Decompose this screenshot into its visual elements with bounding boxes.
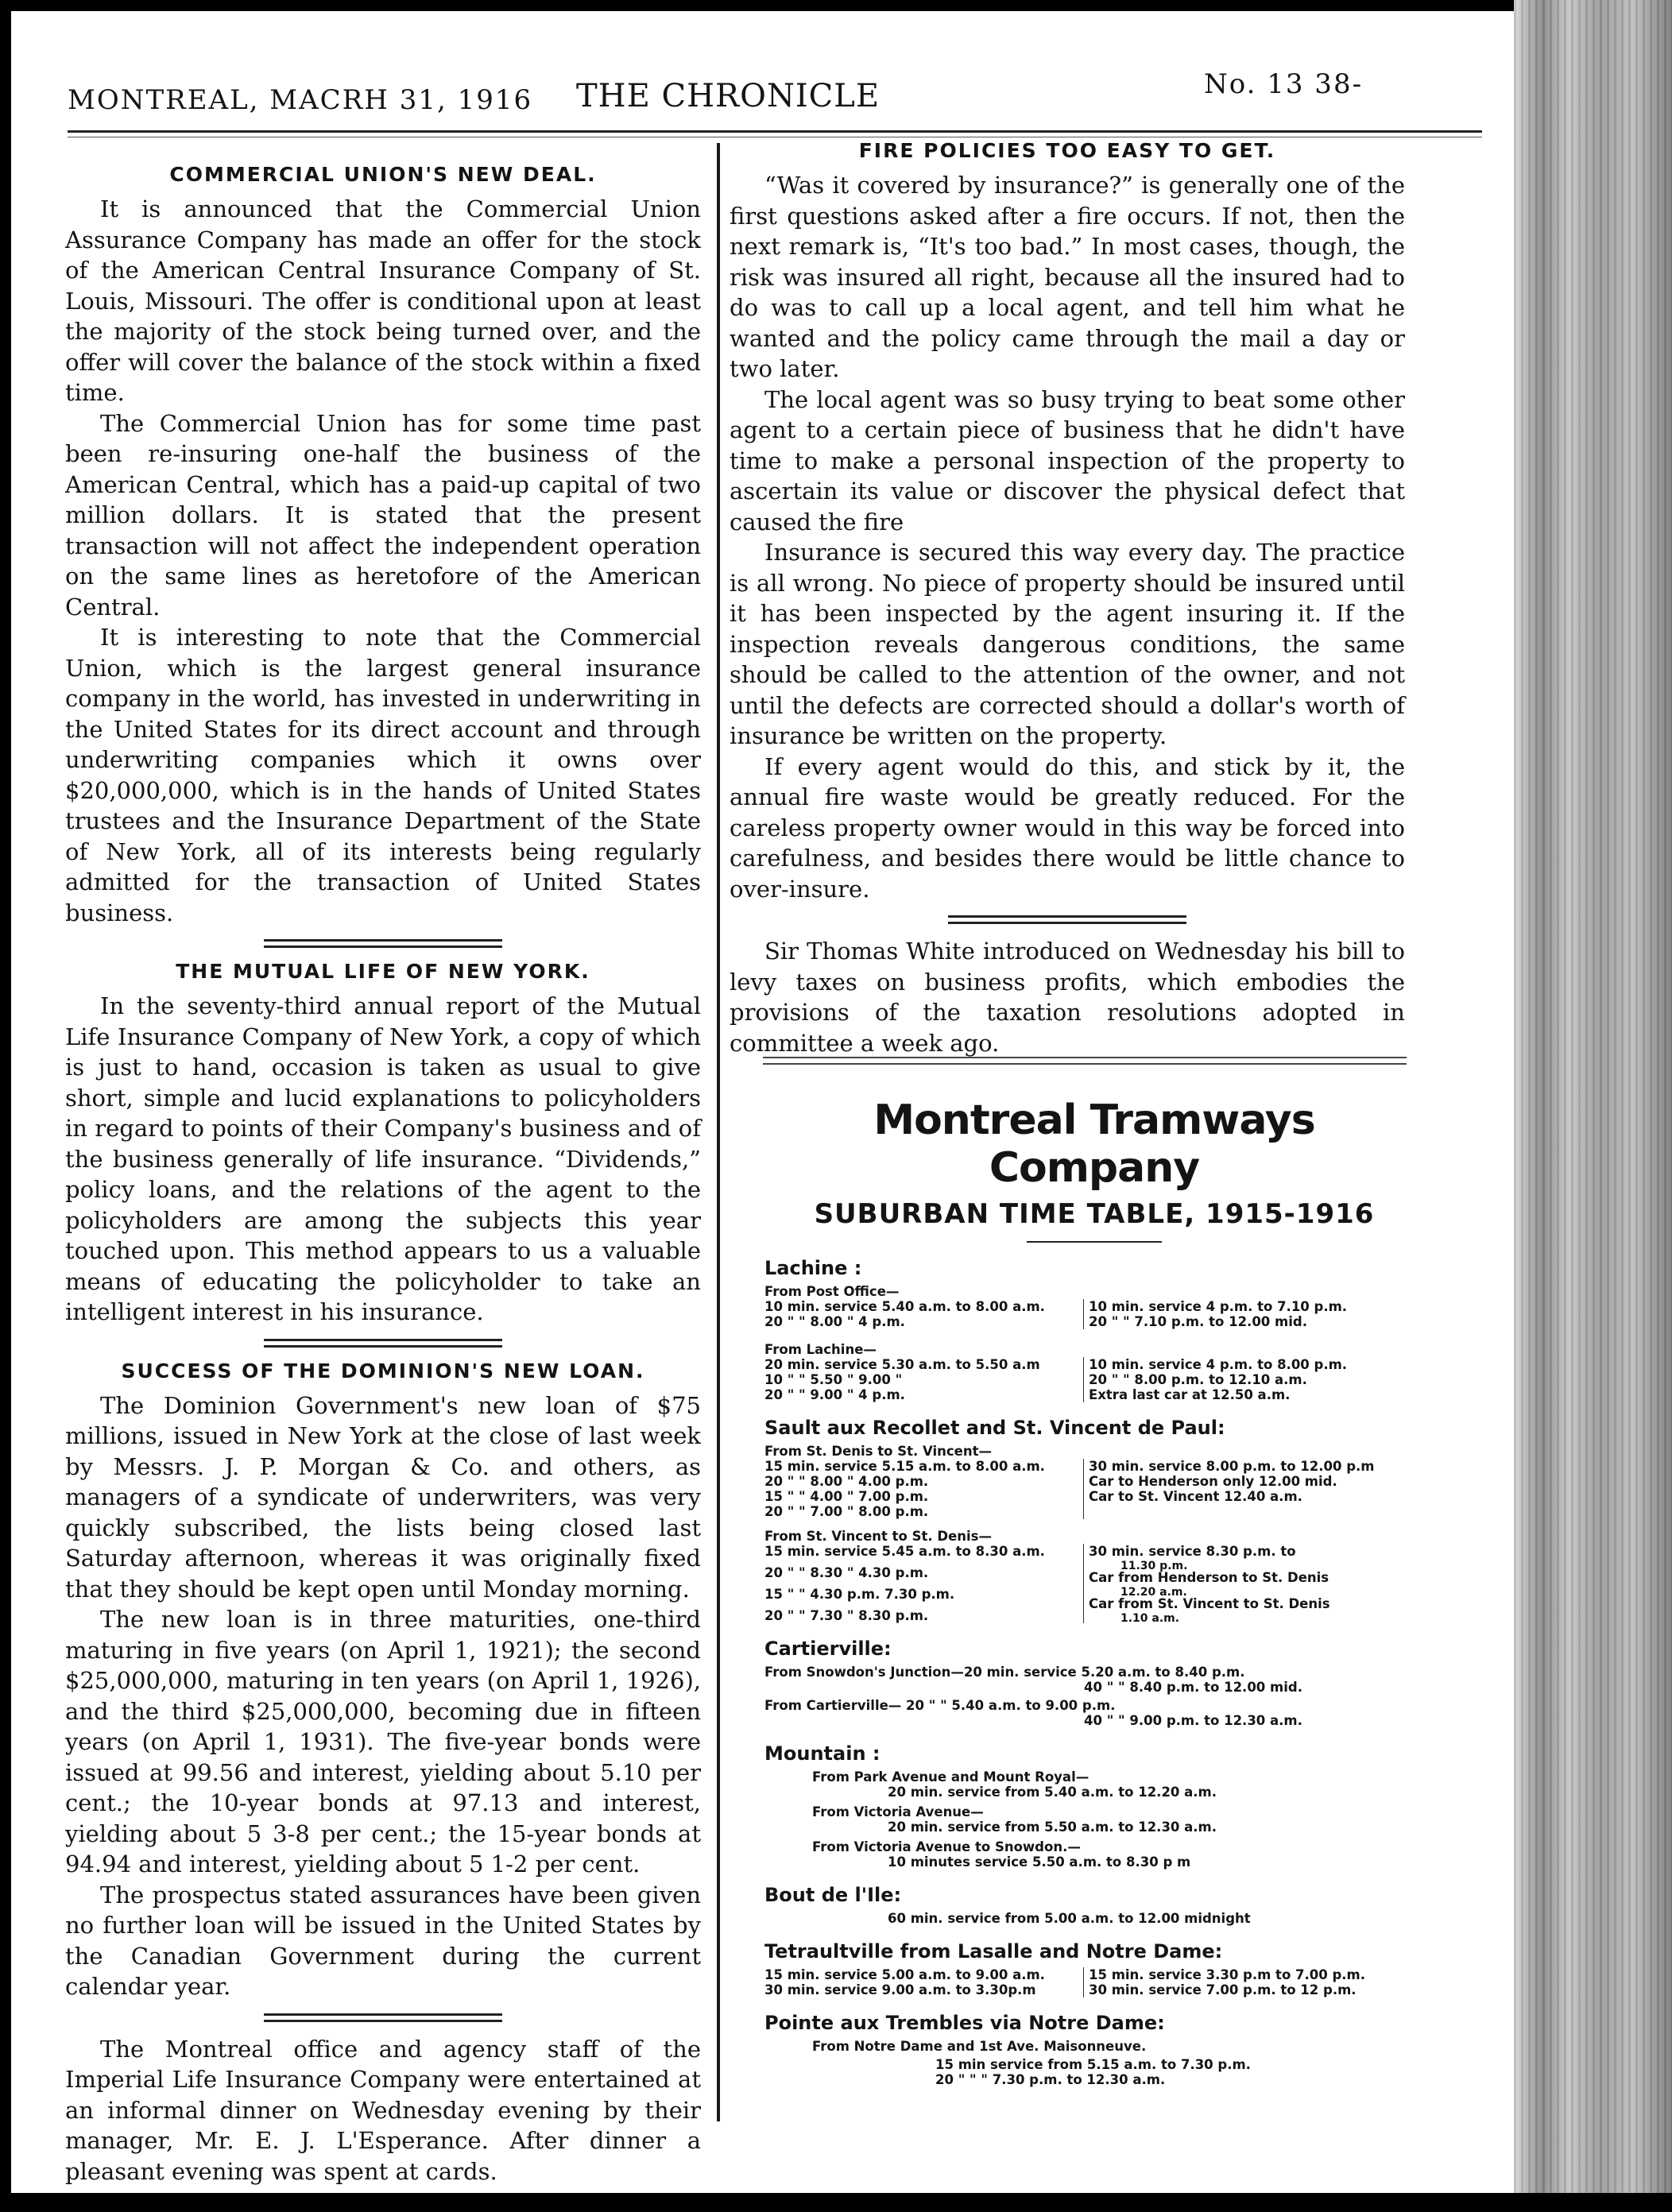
article-paragraph: Insurance is secured this way every day. The practice is all wrong. No piece of property should be insured until it has been inspected by the agent insuring it. If the inspection reveals dangerous conditions, the same should be called to the attention of the owner, and not until the defects are corrected should a dollar's worth of insurance be written on the property. [730, 539, 1405, 749]
advert-title: Montreal Tramways Company [873, 1096, 1315, 1192]
route-heading: From Park Avenue and Mount Royal— [812, 1769, 1090, 1785]
article-paragraph: The local agent was so busy trying to beat some other agent to a certain piece of business that he didn't have time to make a personal inspection of the property to ascertain its value or discover the physical defect that caused the fire [730, 385, 1405, 536]
schedule-line: 20 min. service 5.30 a.m. to 5.50 a.m [764, 1357, 1040, 1372]
article-headline: THE MUTUAL LIFE OF NEW YORK. [176, 960, 590, 983]
schedule-line: 40 " " 8.40 p.m. to 12.00 mid. [1084, 1680, 1302, 1695]
section-title: Cartierville: [764, 1638, 892, 1660]
article-paragraph: It is announced that the Commercial Union Assurance Company has made an offer for the stock of the American Central Insurance Company of St. Louis, Missouri. The offer is conditional upon at least the majority of the stock being turned over, and the offer will cover the balance of the stock within a fixed time. [65, 195, 701, 406]
left-column [65, 163, 701, 2187]
section-title: Lachine : [764, 1257, 862, 1279]
book-page-edges [1514, 0, 1672, 2212]
schedule-line: 15 " " 4.30 p.m. 7.30 p.m. [764, 1587, 955, 1602]
section-tetraultville [764, 1940, 1424, 1997]
section-sault-aux-recollet [764, 1417, 1424, 1623]
advert-subtitle-rule [1027, 1241, 1162, 1243]
section-separator [65, 2002, 701, 2034]
advert-rule-top-second [763, 1063, 1407, 1065]
route-heading: From Victoria Avenue to Snowdon.— [812, 1839, 1081, 1854]
schedule-line: Car to St. Vincent 12.40 a.m. [1089, 1489, 1302, 1504]
schedule-line: 20 " " 7.00 " 8.00 p.m. [764, 1504, 929, 1519]
route-heading: From Victoria Avenue— [812, 1804, 984, 1819]
schedule-line: From Snowdon's Junction—20 min. service 5.20 a.m. to 8.40 p.m. [764, 1665, 1245, 1680]
article-headline: SUCCESS OF THE DOMINION'S NEW LOAN. [121, 1359, 645, 1382]
column-divider [717, 143, 720, 2121]
article-paragraph: The prospectus stated assurances have been given no further loan will be issued in the United States by the Canadian Government during the current calendar year. [65, 1881, 701, 2000]
scan-border-bottom [0, 2193, 1672, 2212]
article-dominion-loan [65, 1359, 701, 2002]
tramways-timetable-advert [764, 1096, 1424, 2087]
route-heading: From Lachine— [764, 1342, 877, 1357]
section-mountain [764, 1742, 1424, 1870]
schedule-line: 20 " " 9.00 " 4 p.m. [764, 1387, 905, 1402]
schedule-line: 10 min. service 4 p.m. to 7.10 p.m. [1089, 1299, 1348, 1314]
schedule-line: 15 min service from 5.15 a.m. to 7.30 p.m. [935, 2057, 1251, 2072]
schedule-line: 10 min. service 4 p.m. to 8.00 p.m. [1089, 1357, 1348, 1372]
schedule-line: 15 " " 4.00 " 7.00 p.m. [764, 1489, 929, 1504]
schedule-line: 12.20 a.m. [1120, 1586, 1187, 1599]
schedule-line: 20 " " 7.10 p.m. to 12.00 mid. [1089, 1314, 1307, 1329]
schedule-line: 15 min. service 5.00 a.m. to 9.00 a.m. [764, 1967, 1045, 1982]
section-cartierville [764, 1638, 1424, 1728]
route-heading: From St. Vincent to St. Denis— [764, 1529, 993, 1544]
section-separator [65, 928, 701, 960]
scan-border-top [0, 0, 1672, 11]
article-sir-thomas-white [730, 936, 1405, 1058]
section-bout-de-l-ile [764, 1884, 1424, 1926]
scan-border-left [0, 0, 11, 2212]
schedule-line: Extra last car at 12.50 a.m. [1089, 1387, 1291, 1402]
schedule-grid [764, 1544, 1424, 1623]
right-column [730, 139, 1405, 1058]
schedule-line: 30 min. service 9.00 a.m. to 3.30p.m [764, 1982, 1036, 1997]
schedule-grid [764, 1299, 1424, 1329]
section-title: Bout de l'Ile: [764, 1884, 902, 1906]
schedule-line: 20 " " " 7.30 p.m. to 12.30 a.m. [935, 2072, 1166, 2087]
schedule-line: 20 " " 8.00 " 4.00 p.m. [764, 1474, 929, 1489]
article-paragraph: The new loan is in three maturities, one-third maturing in five years (on April 1, 1921); the second $25,000,000, maturing in ten years (on April 1, 1926), and the third $25,000,000, becoming due in fifteen years (on April 1, 1931). The five-year bonds were issued at 99.56 and interest, yielding about 5.10 per cent.; the 10-year bonds at 97.13 and interest, yielding about 5 3-8 per cent.; the 15-year bonds at 94.94 and interest, yielding about 5 1-2 per cent. [65, 1606, 701, 1877]
article-mutual-life [65, 960, 701, 1328]
schedule-grid [764, 1459, 1424, 1519]
article-paragraph: The Montreal office and agency staff of the Imperial Life Insurance Company were entertained at an informal dinner on Wednesday evening by their manager, Mr. E. J. L'Esperance. After dinner a pleasant evening was spent at cards. [65, 2035, 701, 2185]
schedule-line: 30 min. service 7.00 p.m. to 12 p.m. [1089, 1982, 1357, 1997]
header-title: THE CHRONICLE [576, 78, 881, 114]
schedule-line: 10 min. service 5.40 a.m. to 8.00 a.m. [764, 1299, 1045, 1314]
article-paragraph: In the seventy-third annual report of the Mutual Life Insurance Company of New York, a copy of which is just to hand, occasion is taken as usual to give short, simple and lucid explanations to policyholders in regard to points of their Company's business and of the business generally of life insurance. “Dividends,” policy loans, and the relations of the agent to the policyholders are among the subjects this year touched upon. This method appears to us a valuable means of educating the policyholder to take an intelligent interest in his insurance. [65, 992, 701, 1325]
schedule-line: 15 min. service 5.15 a.m. to 8.00 a.m. [764, 1459, 1045, 1474]
schedule-line: 20 " " 7.30 " 8.30 p.m. [764, 1608, 929, 1623]
section-lachine [764, 1257, 1424, 1402]
schedule-line: From Cartierville— 20 " " 5.40 a.m. to 9.00 p.m. [764, 1698, 1116, 1713]
schedule-grid [764, 1967, 1424, 1997]
schedule-line: 10 " " 5.50 " 9.00 " [764, 1372, 903, 1387]
article-commercial-union [65, 163, 701, 928]
article-paragraph: Sir Thomas White introduced on Wednesday his bill to levy taxes on business profits, which embodies the provisions of the taxation resolutions adopted in committee a week ago. [730, 938, 1405, 1057]
article-paragraph: The Dominion Government's new loan of $75 millions, issued in New York at the close of last week by Messrs. J. P. Morgan & Co. and others, as managers of a syndicate of underwriters, was very quickly subscribed, the lists being closed last Saturday afternoon, whereas it was originally fixed that they should be kept open until Monday morning. [65, 1391, 701, 1603]
header-date: MONTREAL, MACRH 31, 1916 [68, 84, 533, 116]
schedule-line: 20 min. service from 5.50 a.m. to 12.30 a.m. [888, 1819, 1217, 1835]
schedule-line: 11.30 p.m. [1120, 1560, 1188, 1572]
schedule-line: 20 " " 8.30 " 4.30 p.m. [764, 1565, 929, 1580]
article-paragraph: If every agent would do this, and stick by it, the annual fire waste would be greatly reduced. For the careless property owner would in this way be forced into carefulness, and besides there would be little chance to over-insure. [730, 752, 1405, 903]
article-headline: FIRE POLICIES TOO EASY TO GET. [858, 139, 1276, 162]
advert-rule-top [763, 1057, 1407, 1058]
advert-subtitle: SUBURBAN TIME TABLE, 1915-1916 [814, 1198, 1375, 1230]
schedule-line: 30 min. service 8.00 p.m. to 12.00 p.m [1089, 1459, 1375, 1474]
schedule-line: 10 minutes service 5.50 a.m. to 8.30 p m [888, 1854, 1191, 1870]
schedule-line: 15 min. service 5.45 a.m. to 8.30 a.m. [764, 1544, 1045, 1559]
section-title: Pointe aux Trembles via Notre Dame: [764, 2012, 1165, 2034]
article-paragraph: “Was it covered by insurance?” is generally one of the first questions asked after a fire occurs. If not, then the next remark is, “It's too bad.” In most cases, though, the risk was insured all right, because all the insured had to do was to call up a local agent, and tell him what he wanted and the policy came through the mail a day or two later. [730, 172, 1405, 382]
schedule-line: Car from St. Vincent to St. Denis [1089, 1596, 1330, 1611]
schedule-grid [764, 1357, 1424, 1402]
schedule-line: 30 min. service 8.30 p.m. to [1089, 1544, 1296, 1559]
article-paragraph: The Commercial Union has for some time past been re-insuring one-half the business of the American Central, which has a paid-up capital of two million dollars. It is stated that the present transaction will not affect the independent operation on the same lines as heretofore of the American Central. [65, 409, 701, 621]
article-paragraph: It is interesting to note that the Commercial Union, which is the largest general insurance company in the world, has invested in underwriting in the United States for its direct account and through underwriting companies which it owns over $20,000,000, which is in the hands of United States trustees and the Insurance Department of the State of New York, all of its interests being regularly admitted for the transaction of United States business. [65, 624, 701, 926]
schedule-line: 1.10 a.m. [1120, 1612, 1180, 1625]
section-pointe-aux-trembles [764, 2012, 1424, 2087]
article-headline: COMMERCIAL UNION'S NEW DEAL. [169, 163, 597, 186]
route-heading: From St. Denis to St. Vincent— [764, 1444, 993, 1459]
article-imperial-life [65, 2034, 701, 2187]
article-fire-policies [730, 139, 1405, 904]
header-issue-number: No. 13 38- [1204, 68, 1364, 100]
schedule-line: 20 min. service from 5.40 a.m. to 12.20 a.m. [888, 1785, 1217, 1800]
schedule-line: Car to Henderson only 12.00 mid. [1089, 1474, 1337, 1489]
header-rule [68, 130, 1482, 133]
schedule-line: Car from Henderson to St. Denis [1089, 1570, 1329, 1585]
schedule-line: 20 " " 8.00 p.m. to 12.10 a.m. [1089, 1372, 1307, 1387]
section-separator [65, 1328, 701, 1359]
schedule-line: 40 " " 9.00 p.m. to 12.30 a.m. [1084, 1713, 1302, 1728]
schedule-line: 20 " " 8.00 " 4 p.m. [764, 1314, 905, 1329]
schedule-line: 15 min. service 3.30 p.m to 7.00 p.m. [1089, 1967, 1366, 1982]
section-title: Sault aux Recollet and St. Vincent de Paul: [764, 1417, 1225, 1439]
schedule-line: 60 min. service from 5.00 a.m. to 12.00 midnight [888, 1911, 1251, 1926]
section-separator [730, 904, 1405, 936]
page-header [68, 56, 1442, 119]
route-heading: From Notre Dame and 1st Ave. Maisonneuve. [812, 2039, 1147, 2054]
section-title: Tetraultville from Lasalle and Notre Dame: [764, 1940, 1223, 1963]
section-title: Mountain : [764, 1742, 881, 1765]
route-heading: From Post Office— [764, 1284, 900, 1299]
